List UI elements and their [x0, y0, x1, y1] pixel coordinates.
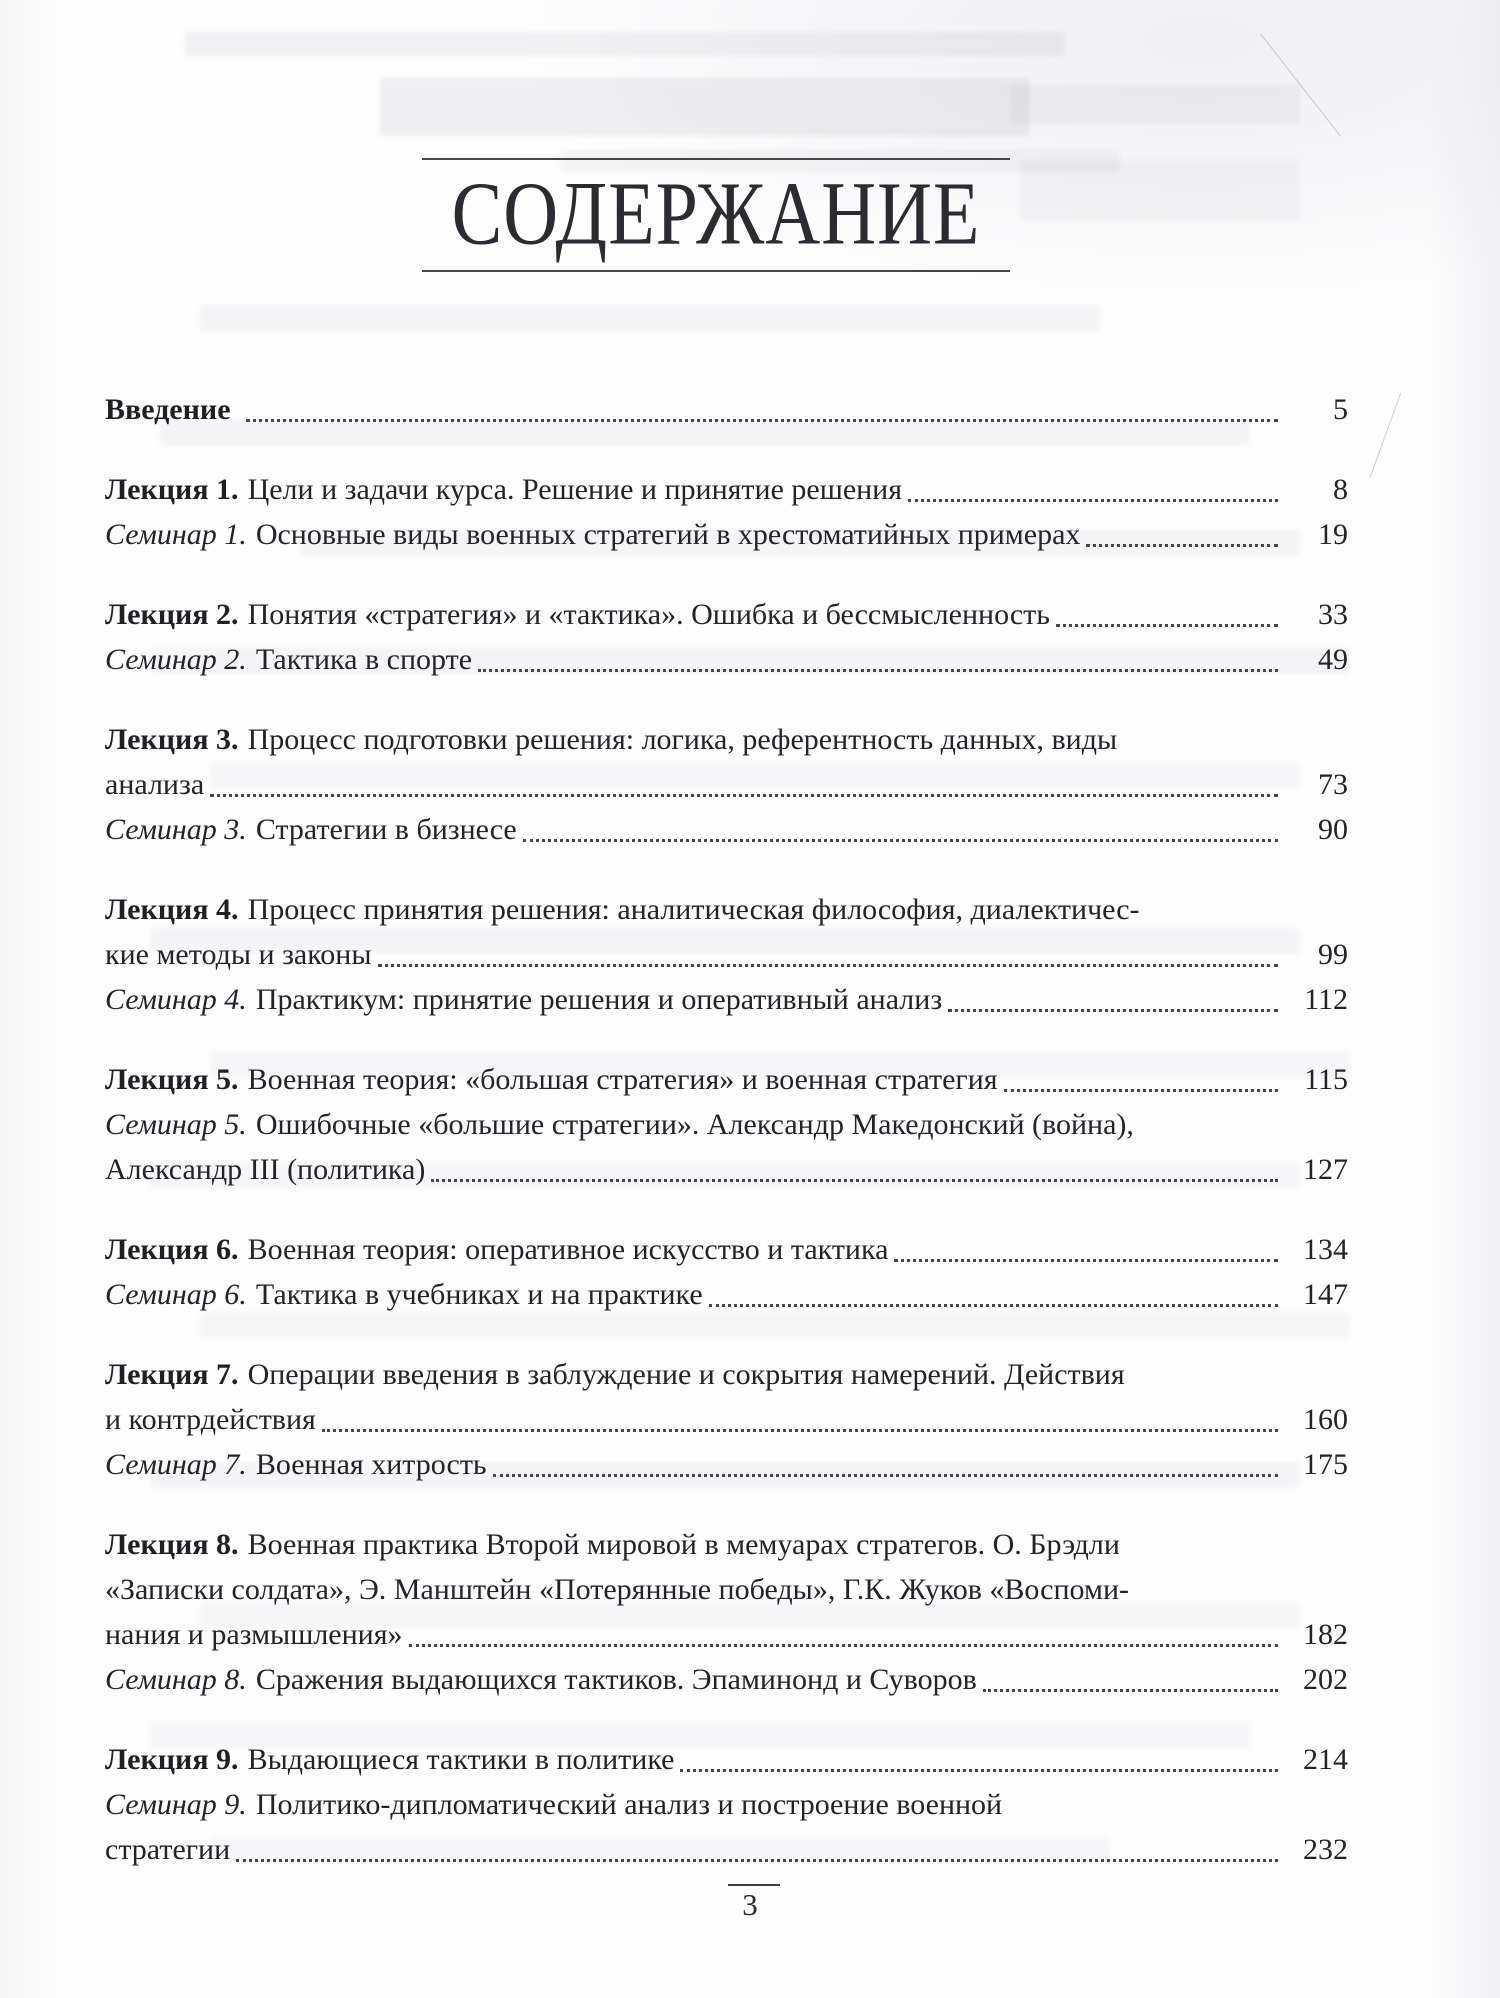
toc-entry-text: стратегии	[105, 1833, 231, 1866]
toc-entry-label: Лекция 8.	[105, 1528, 239, 1561]
toc-entry-line	[105, 592, 1348, 637]
toc-entry-line	[105, 1057, 1348, 1102]
toc-entry-label: Семинар 4.	[105, 983, 247, 1016]
toc-entry-text: Тактика в спорте	[255, 643, 473, 676]
toc-entry	[105, 592, 1348, 637]
toc-entry-line	[105, 1102, 1348, 1147]
toc-entry-page-number: 115	[1304, 1063, 1348, 1096]
toc-entry	[105, 512, 1348, 557]
dotted-leader	[322, 1429, 1278, 1432]
toc-entry	[105, 807, 1348, 852]
dotted-leader	[210, 794, 1278, 797]
toc-entry-text: Процесс принятия решения: аналитическая философия, диалектичес-	[247, 893, 1140, 926]
paper-crease	[1370, 393, 1402, 478]
toc-entry-text: Военная теория: оперативное искусство и тактика	[247, 1233, 889, 1266]
toc-entry-page-number: 160	[1303, 1403, 1348, 1436]
toc-entry	[105, 1352, 1348, 1442]
toc-entry	[105, 1737, 1348, 1782]
toc-entry-label: Семинар 5.	[105, 1108, 247, 1141]
page-title: СОДЕРЖАНИЕ	[451, 164, 981, 264]
toc-entry-page-number: 127	[1303, 1153, 1348, 1186]
toc-entry-page-number: 147	[1303, 1278, 1348, 1311]
toc-entry	[105, 887, 1348, 977]
toc-entry	[105, 467, 1348, 512]
toc-entry-label: Лекция 3.	[105, 723, 239, 756]
dotted-leader	[493, 1474, 1278, 1477]
toc-entry-line	[105, 762, 1348, 807]
toc-entry	[105, 717, 1348, 807]
toc-entry-text: Процесс подготовки решения: логика, референтность данных, виды	[247, 723, 1118, 756]
toc-entry-line	[105, 512, 1348, 557]
toc-entry-text: Тактика в учебниках и на практике	[255, 1278, 703, 1311]
dotted-leader	[948, 1009, 1278, 1012]
toc-entry-line	[105, 1657, 1348, 1702]
toc-entry	[105, 977, 1348, 1022]
bleedthrough-artifact	[380, 78, 1030, 136]
dotted-leader	[1056, 624, 1278, 627]
toc-entry-line	[105, 1737, 1348, 1782]
toc-entry-label: Лекция 1.	[105, 473, 239, 506]
toc-entry-text: «Записки солдата», Э. Манштейн «Потерянные победы», Г.К. Жуков «Воспоми-	[105, 1573, 1129, 1606]
toc-entry-line	[105, 1227, 1348, 1272]
toc-entry	[105, 1057, 1348, 1102]
dotted-leader	[894, 1259, 1278, 1262]
toc-entry-label: Семинар 8.	[105, 1663, 247, 1696]
toc-entry-line	[105, 1567, 1348, 1612]
toc-entry	[105, 637, 1348, 682]
toc-entry-label: Семинар 3.	[105, 813, 247, 846]
toc-entry-page-number: 175	[1303, 1448, 1348, 1481]
toc-entry-line	[105, 1397, 1348, 1442]
title-rule-bottom	[422, 270, 1010, 272]
page-footer	[0, 1884, 1500, 1923]
toc-entry-line	[105, 977, 1348, 1022]
toc-entry-page-number: 8	[1333, 473, 1348, 506]
toc-entry-line	[105, 807, 1348, 852]
toc-entry-text: Практикум: принятие решения и оперативный анализ	[255, 983, 943, 1016]
toc-entry-label: Лекция 9.	[105, 1743, 239, 1776]
toc-entry-text: Операции введения в заблуждение и сокрытия намерений. Действия	[247, 1358, 1125, 1391]
toc-entry-text: нания и размышления»	[105, 1618, 403, 1651]
dotted-leader	[409, 1644, 1278, 1647]
toc-entry	[105, 1102, 1348, 1192]
toc-entry-text: Александр III (политика)	[105, 1153, 426, 1186]
dotted-leader	[908, 499, 1278, 502]
toc-entry-text: Ошибочные «большие стратегии». Александр Македонский (война),	[255, 1108, 1134, 1141]
dotted-leader	[378, 964, 1279, 967]
toc-entry-text: кие методы и законы	[105, 938, 372, 971]
toc-entry-text: Стратегии в бизнесе	[255, 813, 517, 846]
toc-entry-text: Цели и задачи курса. Решение и принятие решения	[247, 473, 903, 506]
dotted-leader	[431, 1179, 1278, 1182]
toc-entry	[105, 1272, 1348, 1317]
bleedthrough-artifact	[1020, 160, 1300, 220]
toc-entry	[105, 1657, 1348, 1702]
toc-entry-page-number: 73	[1318, 768, 1348, 801]
toc-entry-page-number: 232	[1303, 1833, 1348, 1866]
toc-entry-line	[105, 932, 1348, 977]
toc-entry-line	[105, 887, 1348, 932]
contents-header	[422, 158, 1010, 272]
toc-entry-text: Понятия «стратегия» и «тактика». Ошибка и бессмысленность	[247, 598, 1050, 631]
toc-entry-page-number: 214	[1303, 1743, 1348, 1776]
toc-entry-label: Семинар 1.	[105, 518, 247, 551]
toc-entry-page-number: 202	[1303, 1663, 1348, 1696]
footer-rule	[728, 1884, 780, 1886]
toc-entry-page-number: 19	[1318, 518, 1348, 551]
toc-entry-line	[105, 1522, 1348, 1567]
dotted-leader	[236, 1859, 1278, 1862]
dotted-leader	[680, 1769, 1278, 1772]
toc-entry-label: Лекция 2.	[105, 598, 239, 631]
dotted-leader	[983, 1689, 1278, 1692]
toc-entry-line	[105, 1782, 1348, 1827]
toc-entry-line	[105, 1442, 1348, 1487]
toc-entry-page-number: 33	[1318, 598, 1348, 631]
dotted-leader	[1086, 544, 1278, 547]
toc-entry	[105, 1782, 1348, 1872]
toc-entry-page-number: 182	[1303, 1618, 1348, 1651]
bleedthrough-artifact	[185, 32, 1065, 56]
toc-entry-text: Основные виды военных стратегий в хрестоматийных примерах	[255, 518, 1081, 551]
toc-entry-line	[105, 467, 1348, 512]
dotted-leader	[478, 669, 1278, 672]
toc-entry	[105, 1442, 1348, 1487]
toc-entry-label: Введение	[105, 393, 231, 426]
toc-entry-page-number: 134	[1303, 1233, 1348, 1266]
toc-entry-line	[105, 1272, 1348, 1317]
toc-entry-text: Военная хитрость	[255, 1448, 487, 1481]
paper-crease	[1260, 33, 1341, 136]
toc-list	[105, 352, 1348, 1872]
toc-entry-page-number: 49	[1318, 643, 1348, 676]
toc-entry-text: Военная теория: «большая стратегия» и военная стратегия	[247, 1063, 998, 1096]
toc-entry-label: Лекция 5.	[105, 1063, 239, 1096]
toc-entry	[105, 387, 1348, 432]
dotted-leader	[523, 839, 1278, 842]
toc-entry-label: Лекция 6.	[105, 1233, 239, 1266]
bleedthrough-artifact	[200, 305, 1100, 331]
dotted-leader	[709, 1304, 1278, 1307]
toc-entry-line	[105, 1612, 1348, 1657]
toc-entry-line	[105, 1352, 1348, 1397]
bleedthrough-artifact	[1010, 85, 1300, 125]
toc-entry-line	[105, 387, 1348, 432]
toc-entry-page-number: 99	[1318, 938, 1348, 971]
toc-entry-label: Семинар 2.	[105, 643, 247, 676]
title-rule-top	[422, 158, 1010, 160]
toc-entry-line	[105, 637, 1348, 682]
toc-entry-text: анализа	[105, 768, 205, 801]
toc-entry-text: и контрдействия	[105, 1403, 316, 1436]
toc-entry-page-number: 5	[1333, 393, 1348, 426]
toc-entry-text: Военная практика Второй мировой в мемуарах стратегов. О. Брэдли	[247, 1528, 1120, 1561]
dotted-leader	[246, 419, 1278, 422]
toc-entry-page-number: 90	[1318, 813, 1348, 846]
toc-entry-text: Политико-дипломатический анализ и построение военной	[255, 1788, 1003, 1821]
toc-entry-label: Семинар 6.	[105, 1278, 247, 1311]
toc-entry-line	[105, 1827, 1348, 1872]
toc-entry-label: Семинар 7.	[105, 1448, 247, 1481]
toc-entry-label: Лекция 7.	[105, 1358, 239, 1391]
folio-page-number: 3	[742, 1887, 758, 1922]
toc-entry	[105, 1522, 1348, 1657]
toc-entry-text: Выдающиеся тактики в политике	[247, 1743, 675, 1776]
dotted-leader	[1004, 1089, 1278, 1092]
toc-entry-text: Сражения выдающихся тактиков. Эпаминонд и Суворов	[255, 1663, 977, 1696]
toc-entry-line	[105, 717, 1348, 762]
toc-entry-line	[105, 1147, 1348, 1192]
toc-entry-page-number: 112	[1304, 983, 1348, 1016]
toc-entry	[105, 1227, 1348, 1272]
toc-entry-label: Семинар 9.	[105, 1788, 247, 1821]
toc-entry-label: Лекция 4.	[105, 893, 239, 926]
